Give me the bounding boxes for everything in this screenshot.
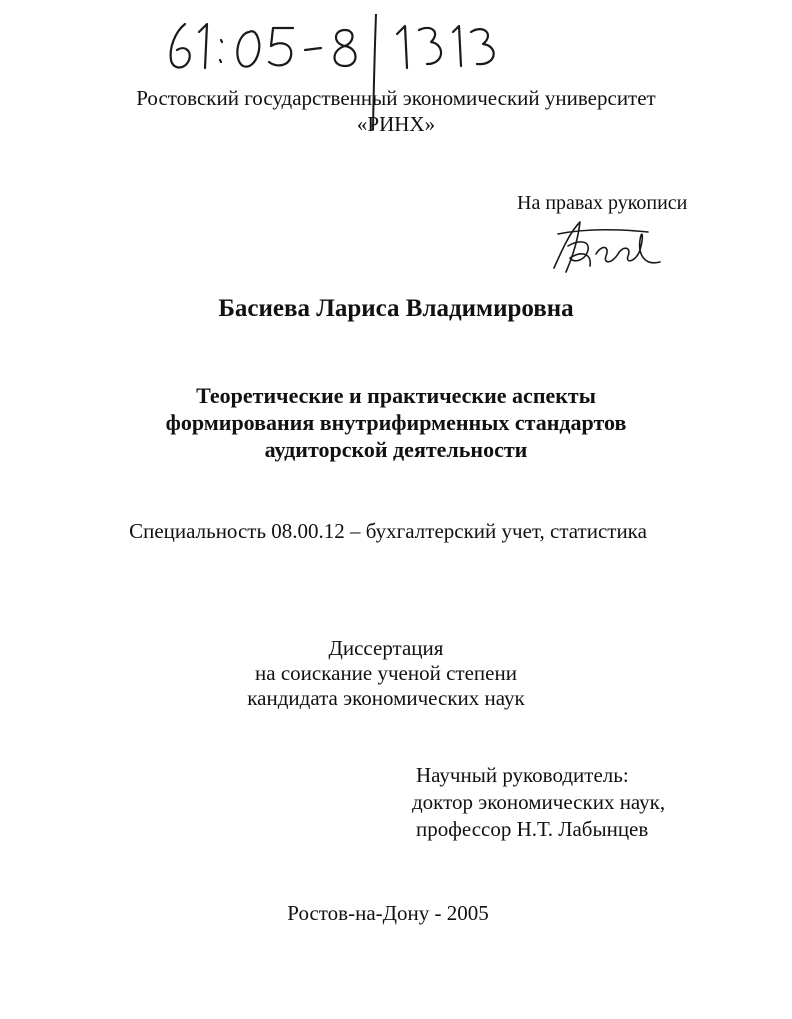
degree-line-3: кандидата экономических наук xyxy=(247,686,525,710)
thesis-title-line-1: Теоретические и практические аспекты xyxy=(196,383,596,408)
supervisor-block xyxy=(412,762,666,843)
thesis-title-line-3: аудиторской деятельности xyxy=(264,437,528,462)
city-year: Ростов-на-Дону - 2005 xyxy=(287,901,489,925)
manuscript-rights-note: На правах рукописи xyxy=(517,192,688,214)
degree-line-2: на соискание ученой степени xyxy=(255,661,517,685)
university-abbreviation: «РИНХ» xyxy=(356,112,436,136)
handwritten-library-code xyxy=(165,10,505,80)
author-name: Басиева Лариса Владимировна xyxy=(218,295,574,322)
degree-line-1: Диссертация xyxy=(328,636,444,660)
signature-mark xyxy=(548,210,668,280)
supervisor-name: профессор Н.Т. Лабынцев xyxy=(416,817,649,841)
thesis-title-line-2: формирования внутрифирменных стандартов xyxy=(165,410,627,435)
university-name: Ростовский государственный экономический университет xyxy=(136,86,656,110)
supervisor-degree: доктор экономических наук, xyxy=(412,790,666,814)
specialty-line: Специальность 08.00.12 – бухгалтерский учет, статистика xyxy=(129,519,647,543)
supervisor-label: Научный руководитель: xyxy=(416,763,629,787)
